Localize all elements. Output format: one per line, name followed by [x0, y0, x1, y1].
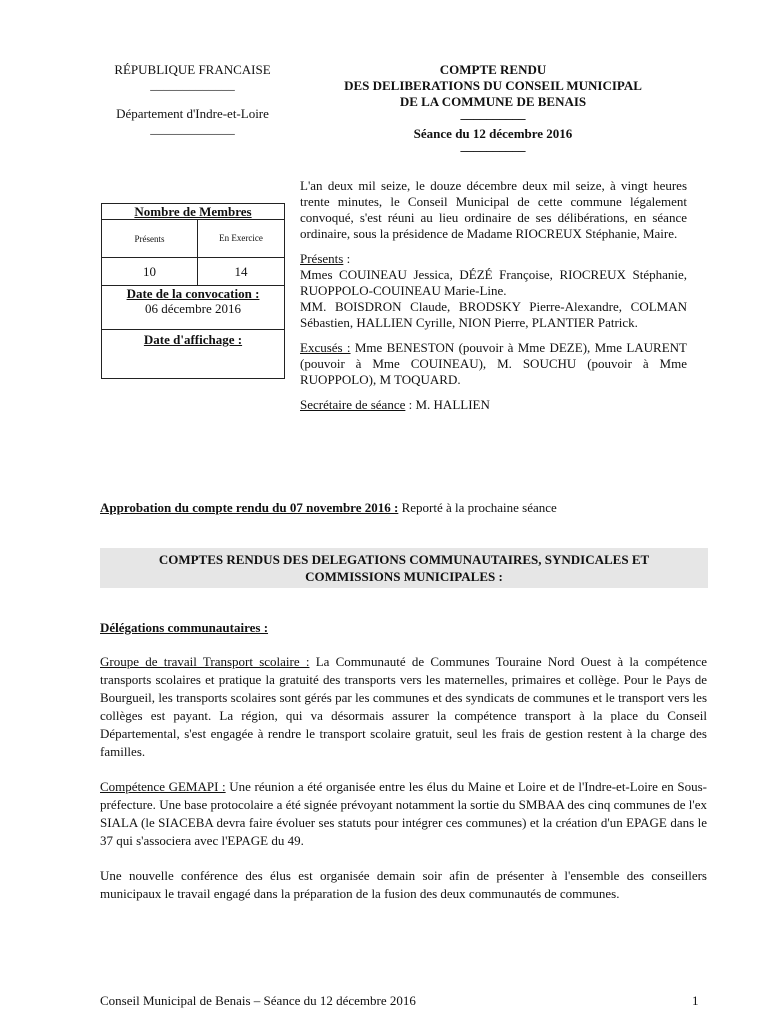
separator: _____________ — [150, 77, 235, 92]
gemapi-paragraph — [100, 778, 707, 850]
members-title: Nombre de Membres — [134, 203, 252, 219]
members-value-row — [102, 258, 284, 286]
left-header — [100, 62, 285, 136]
members-label-row — [102, 220, 284, 258]
conference-paragraph: Une nouvelle conférence des élus est organisée demain soir afin de présenter à l'ensemble des conseillers municipaux le travail engagé dans la préparation de la fusion des deux communautés de communes. — [100, 868, 707, 901]
gemapi-text: Une réunion a été organisée entre les élus du Maine et Loire et de l'Indre-et-Loire en Sous-préfecture. Une base protocolaire a été signée prévoyant notamment la sortie du SMBAA des cinq communes de l'ex SIALA (le SIACEBA devra faire évoluer ses statuts pour intégrer ces communes) et la création d'un EPAGE dans le 37 qui s'associera avec l'EPAGE du 49. — [100, 779, 708, 848]
excuses-heading: Excusés : — [300, 340, 351, 355]
convocation-date: 06 décembre 2016 — [144, 301, 242, 316]
convocation-row — [102, 286, 284, 330]
excuses-list: Mme BENESTON (pouvoir à Mme DEZE), Mme LAURENT (pouvoir à Mme COUINEAU), M. SOUCHU (pouvoir à Mme RUOPPOLO), M TOQUARD. — [300, 340, 687, 387]
departement-label: Département d'Indre-et-Loire — [116, 106, 269, 121]
approbation-line — [100, 500, 690, 516]
presents-heading: Présents — [300, 251, 344, 266]
transport-heading: Groupe de travail Transport scolaire : — [100, 654, 310, 669]
excuses-section — [300, 340, 687, 388]
presents-mm: MM. BOISDRON Claude, BRODSKY Pierre-Alexandre, COLMAN Sébastien, HALLIEN Cyrille, NION Pierre, PLANTIER Patrick. — [300, 299, 687, 330]
title-line-3: DE LA COMMUNE DE BENAIS — [399, 94, 587, 109]
secretaire-section — [300, 397, 687, 413]
title-line-2: DES DELIBERATIONS DU CONSEIL MUNICIPAL — [344, 78, 642, 93]
approbation-heading: Approbation du compte rendu du 07 novembre 2016 : — [100, 500, 399, 515]
members-box — [101, 203, 285, 379]
members-title-row — [102, 204, 284, 220]
presents-label: Présents — [134, 233, 165, 244]
transport-paragraph — [100, 653, 707, 761]
document-title-block — [300, 62, 686, 154]
page-number: 1 — [692, 993, 699, 1008]
separator: __________ — [460, 138, 526, 153]
seance-intro — [300, 178, 687, 413]
transport-text: La Communauté de Communes Touraine Nord Ouest à la compétence transports scolaires et pratique la gratuité des transports vers les maternelles, primaires et collège. Pour le Pays de Bourgueil, les transports scolaires sont gérés par les communes et des syndicats de communes et le transport vers les collèges est payant. La région, qui va désormais assurer la compétence transport à la place du Conseil Départemental, s'est engagée à rendre le transport scolaire gratuit, seul les frais de gestion restent à la charge des familles. — [100, 654, 708, 759]
seance-date: Séance du 12 décembre 2016 — [413, 126, 573, 141]
footer-text: Conseil Municipal de Benais – Séance du 12 décembre 2016 — [100, 993, 416, 1008]
separator: _____________ — [150, 121, 235, 136]
presents-value: 10 — [143, 263, 156, 279]
approbation-text: Reporté à la prochaine séance — [398, 500, 557, 515]
secretaire-heading: Secrétaire de séance — [300, 397, 406, 412]
presents-mmes: Mmes COUINEAU Jessica, DÉZÉ Françoise, RIOCREUX Stéphanie, RUOPPOLO-COUINEAU Marie-Line. — [300, 267, 687, 298]
secretaire-name: : M. HALLIEN — [405, 397, 490, 412]
presents-section: Présents : — [300, 251, 351, 266]
exercice-label: En Exercice — [219, 233, 263, 243]
cell-divider — [197, 220, 198, 286]
convocation-label: Date de la convocation : — [126, 286, 260, 301]
title-line-1: COMPTE RENDU — [439, 62, 547, 77]
republique-label: RÉPUBLIQUE FRANCAISE — [114, 62, 271, 77]
section-banner — [100, 548, 708, 588]
separator: __________ — [460, 106, 526, 121]
exercice-value: 14 — [234, 263, 248, 279]
banner-line-2: COMMISSIONS MUNICIPALES : — [305, 569, 503, 584]
delegations-heading: Délégations communautaires : — [100, 620, 269, 635]
intro-paragraph: L'an deux mil seize, le douze décembre deux mil seize, à vingt heures trente minutes, le Conseil Municipal de cette commune légalement convoqué, s'est réuni au lieu ordinaire de ses délibérations, en séance ordinaire, sous la présidence de Madame RIOCREUX Stéphanie, Maire. — [300, 178, 687, 241]
banner-line-1: COMPTES RENDUS DES DELEGATIONS COMMUNAUTAIRES, SYNDICALES ET — [158, 552, 650, 567]
gemapi-heading: Compétence GEMAPI : — [100, 779, 226, 794]
affichage-label: Date d'affichage : — [143, 332, 243, 347]
